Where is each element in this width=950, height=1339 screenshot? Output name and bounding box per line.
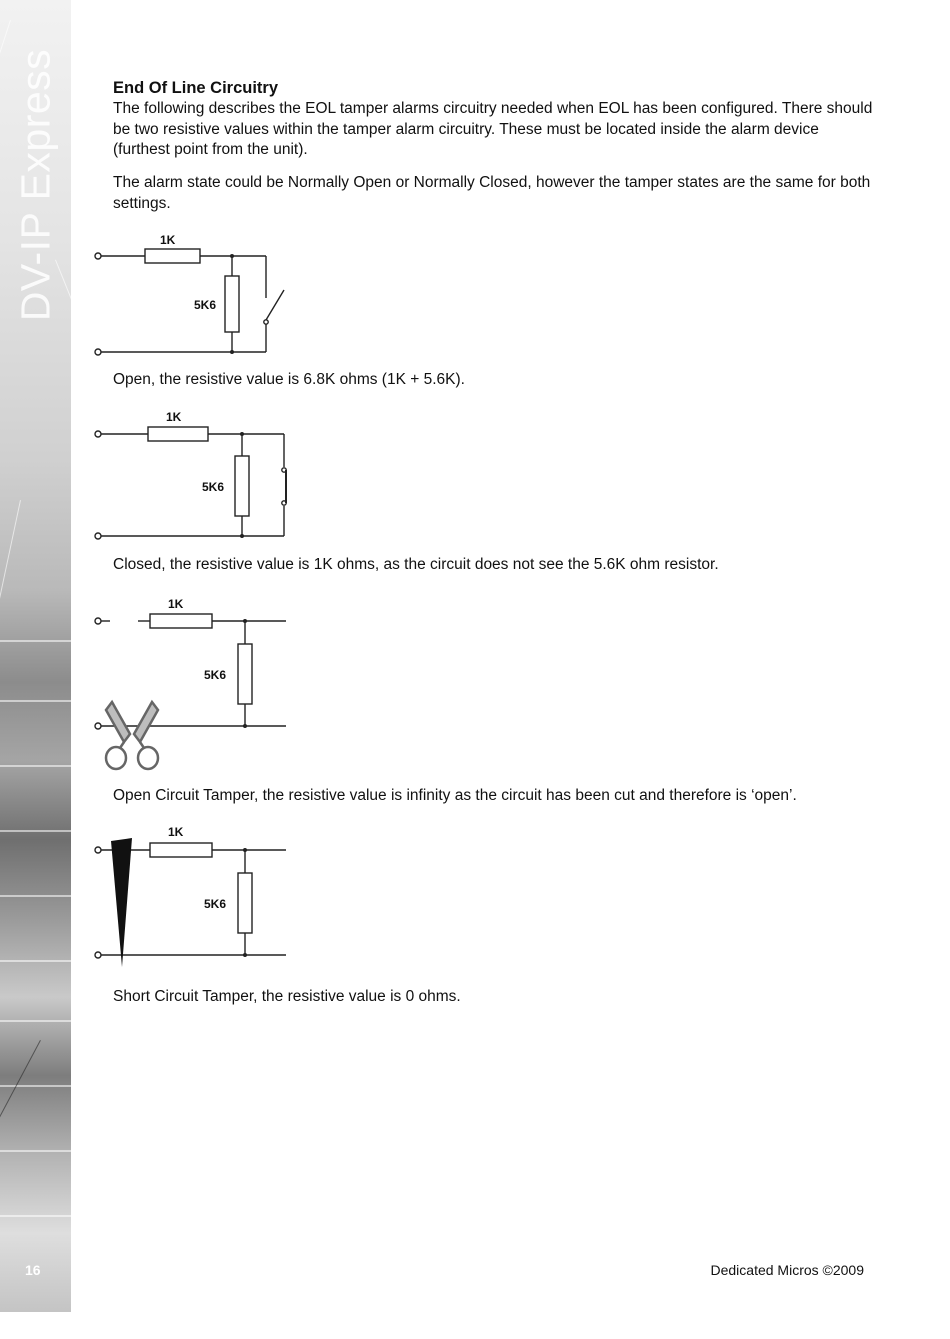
caption-open-tamper: Open Circuit Tamper, the resistive value is infinity as the circuit has been cut and therefore is ‘open’. <box>113 787 797 804</box>
resistor-5k6-label: 5K6 <box>204 668 227 682</box>
resistor-5k6-label: 5K6 <box>194 298 217 312</box>
resistor-5k6-label: 5K6 <box>202 480 225 494</box>
resistor-1k-label: 1K <box>168 597 184 611</box>
resistor-5k6-label: 5K6 <box>204 897 227 911</box>
footer-copyright: Dedicated Micros ©2009 <box>710 1262 864 1278</box>
sidebar-stripe <box>0 895 71 897</box>
intro-paragraph: The following describes the EOL tamper alarms circuitry needed when EOL has been configured. There should be two resistive values within the tamper alarm circuitry. These must be located inside the alarm device (furthest point from the unit). <box>113 100 873 158</box>
resistor-1k-label: 1K <box>168 825 184 839</box>
alarm-state-paragraph: The alarm state could be Normally Open or Normally Closed, however the tamper states are the same for both settings. <box>113 174 871 212</box>
brand-logo-text: DV-IP Express <box>12 48 59 322</box>
sidebar-stripe <box>0 1215 71 1217</box>
sidebar-stripe <box>0 1085 71 1087</box>
sidebar-stripe <box>0 700 71 702</box>
circuit-diagram-open-tamper <box>90 592 290 777</box>
sidebar-stripe <box>0 1020 71 1022</box>
sidebar-stripe <box>0 1150 71 1152</box>
page-number: 16 <box>25 1262 41 1278</box>
circuit-diagram-short-tamper <box>90 821 290 971</box>
caption-open: Open, the resistive value is 6.8K ohms (1K + 5.6K). <box>113 371 465 388</box>
circuit-diagram-open <box>90 228 290 358</box>
resistor-1k-label: 1K <box>166 410 182 424</box>
circuit-diagram-closed <box>90 405 290 545</box>
section-title: End Of Line Circuitry <box>113 79 279 97</box>
sidebar-scratch <box>0 1040 41 1120</box>
sidebar-stripe <box>0 960 71 962</box>
sidebar-scratch <box>0 500 21 657</box>
sidebar-stripe <box>0 830 71 832</box>
scissors-icon <box>106 702 158 769</box>
short-circuit-wedge-icon <box>111 838 132 967</box>
sidebar-stripe <box>0 765 71 767</box>
sidebar-scratch <box>0 20 11 153</box>
sidebar-banner <box>0 0 71 1312</box>
resistor-1k-label: 1K <box>160 233 176 247</box>
caption-short-tamper: Short Circuit Tamper, the resistive value is 0 ohms. <box>113 988 461 1005</box>
sidebar-stripe <box>0 640 71 642</box>
caption-closed: Closed, the resistive value is 1K ohms, as the circuit does not see the 5.6K ohm resistor. <box>113 556 719 573</box>
